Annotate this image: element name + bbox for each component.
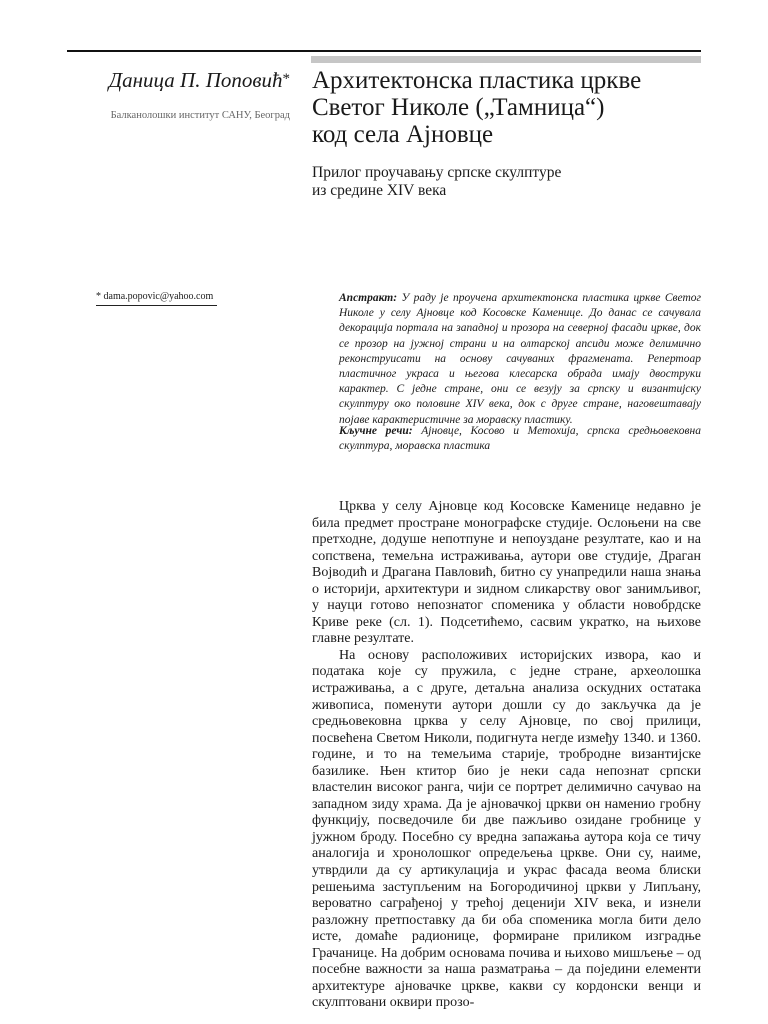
title-line: Архитектонска пластика цркве bbox=[312, 67, 642, 94]
author-email-footnote[interactable]: * dama.popovic@yahoo.com bbox=[96, 291, 214, 302]
author-affiliation: Балканолошки институт САНУ, Београд bbox=[110, 110, 290, 121]
email-underline bbox=[96, 305, 217, 306]
keywords bbox=[339, 424, 701, 454]
keywords-label: Кључне речи: bbox=[339, 425, 413, 437]
subtitle-line: из средине XIV века bbox=[312, 182, 447, 199]
article-title bbox=[312, 67, 712, 148]
abstract bbox=[339, 291, 701, 428]
author-name-text: Даница П. Поповић bbox=[108, 68, 283, 92]
title-accent-bar bbox=[311, 56, 701, 63]
abstract-label: Апстракт: bbox=[339, 292, 398, 304]
body-paragraph: Црква у селу Ајновце код Косовске Каменице недавно је била предмет простране монографске студије. Ослоњени на све претходне, додуше непотпуне и непоуздане резултате, као и на сопствена, темељна истраживања, аутори ове студије, Драган Војводић и Драгана Павловић, битно су унапредили наша знања о историји, архитектури и зидном сликарству овог занимљивог, у науци готово непознатог споменика у области новобрдске Криве реке (сл. 1). Подсетићемо, сасвим укратко, на њихове главне резултате. bbox=[312, 499, 701, 647]
article-subtitle bbox=[312, 164, 561, 200]
title-line: код села Ајновце bbox=[312, 121, 494, 148]
subtitle-line: Прилог проучавању српске скулптуре bbox=[312, 164, 562, 181]
body-paragraph: На основу расположивих историјских извора, као и података које су пружила, с једне стране, археолошка истраживања, а с друге, детаљна анализа оскудних остатака живописа, поменути аутори дошли су до закључка да је средњовековна црква у селу Ајновце, по свој прилици, посвећена Светом Николи, подигнута негде између 1340. и 1360. године, и то на темељима старије, тробродне византијске базилике. Њен ктитор био је неки сада непознат српски властелин високог ранга, чији се портрет делимично сачувао на западном зиду храма. Да је ајновачкој цркви он наменио гробну функцију, посведочиле би две пажљиво озидане гробнице у јужном броду. Посебно су вредна запажања аутора која се тичу аналогија и хронолошког опредељења цркве. Они су, наиме, утврдили да су артикулација и украс фасада веома блиски решењима заступљеним на Богородичиној цркви у Липљану, вероватно саграђеној у трећој деценији XIV века, и изнели разложну претпоставку да би оба споменика могла бити дело исте, домаће радионице, формиране приликом изградње Грачанице. На добрим основама почива и њихово мишљење – од посебне важности за наша разматрања – да поједини елементи архитектуре ајновачке цркве, какви су кордонски венци и скулптовани оквири прозо- bbox=[312, 647, 701, 1011]
article-body bbox=[312, 499, 701, 1012]
author-footnote-marker: * bbox=[282, 71, 290, 87]
top-rule bbox=[67, 50, 701, 52]
keywords-text: Ајновце, Косово и Метохија, српска средњовековна скулптура, моравска пластика bbox=[339, 425, 702, 453]
abstract-text: У раду је проучена архитектонска пластика цркве Светог Николе у селу Ајновце код Косовске Каменице. До данас се сачувала декорација портала на западној и прозора на северној фасади цркве, док се прозор на јужној страни и на олтарској апсиди може делимично реконструисати на основу сачуваних фрагмената. Репертоар пластичног украса и његова клесарска обрада имају двоструки карактер. С једне стране, они се везују за српску и византијску скулптуру око половине XIV века, док с друге стране, наговештавају појаве карактеристичне за моравску пластику. bbox=[339, 292, 702, 426]
author-name bbox=[109, 68, 290, 93]
title-line: Светог Николе („Тамница“) bbox=[312, 94, 605, 121]
